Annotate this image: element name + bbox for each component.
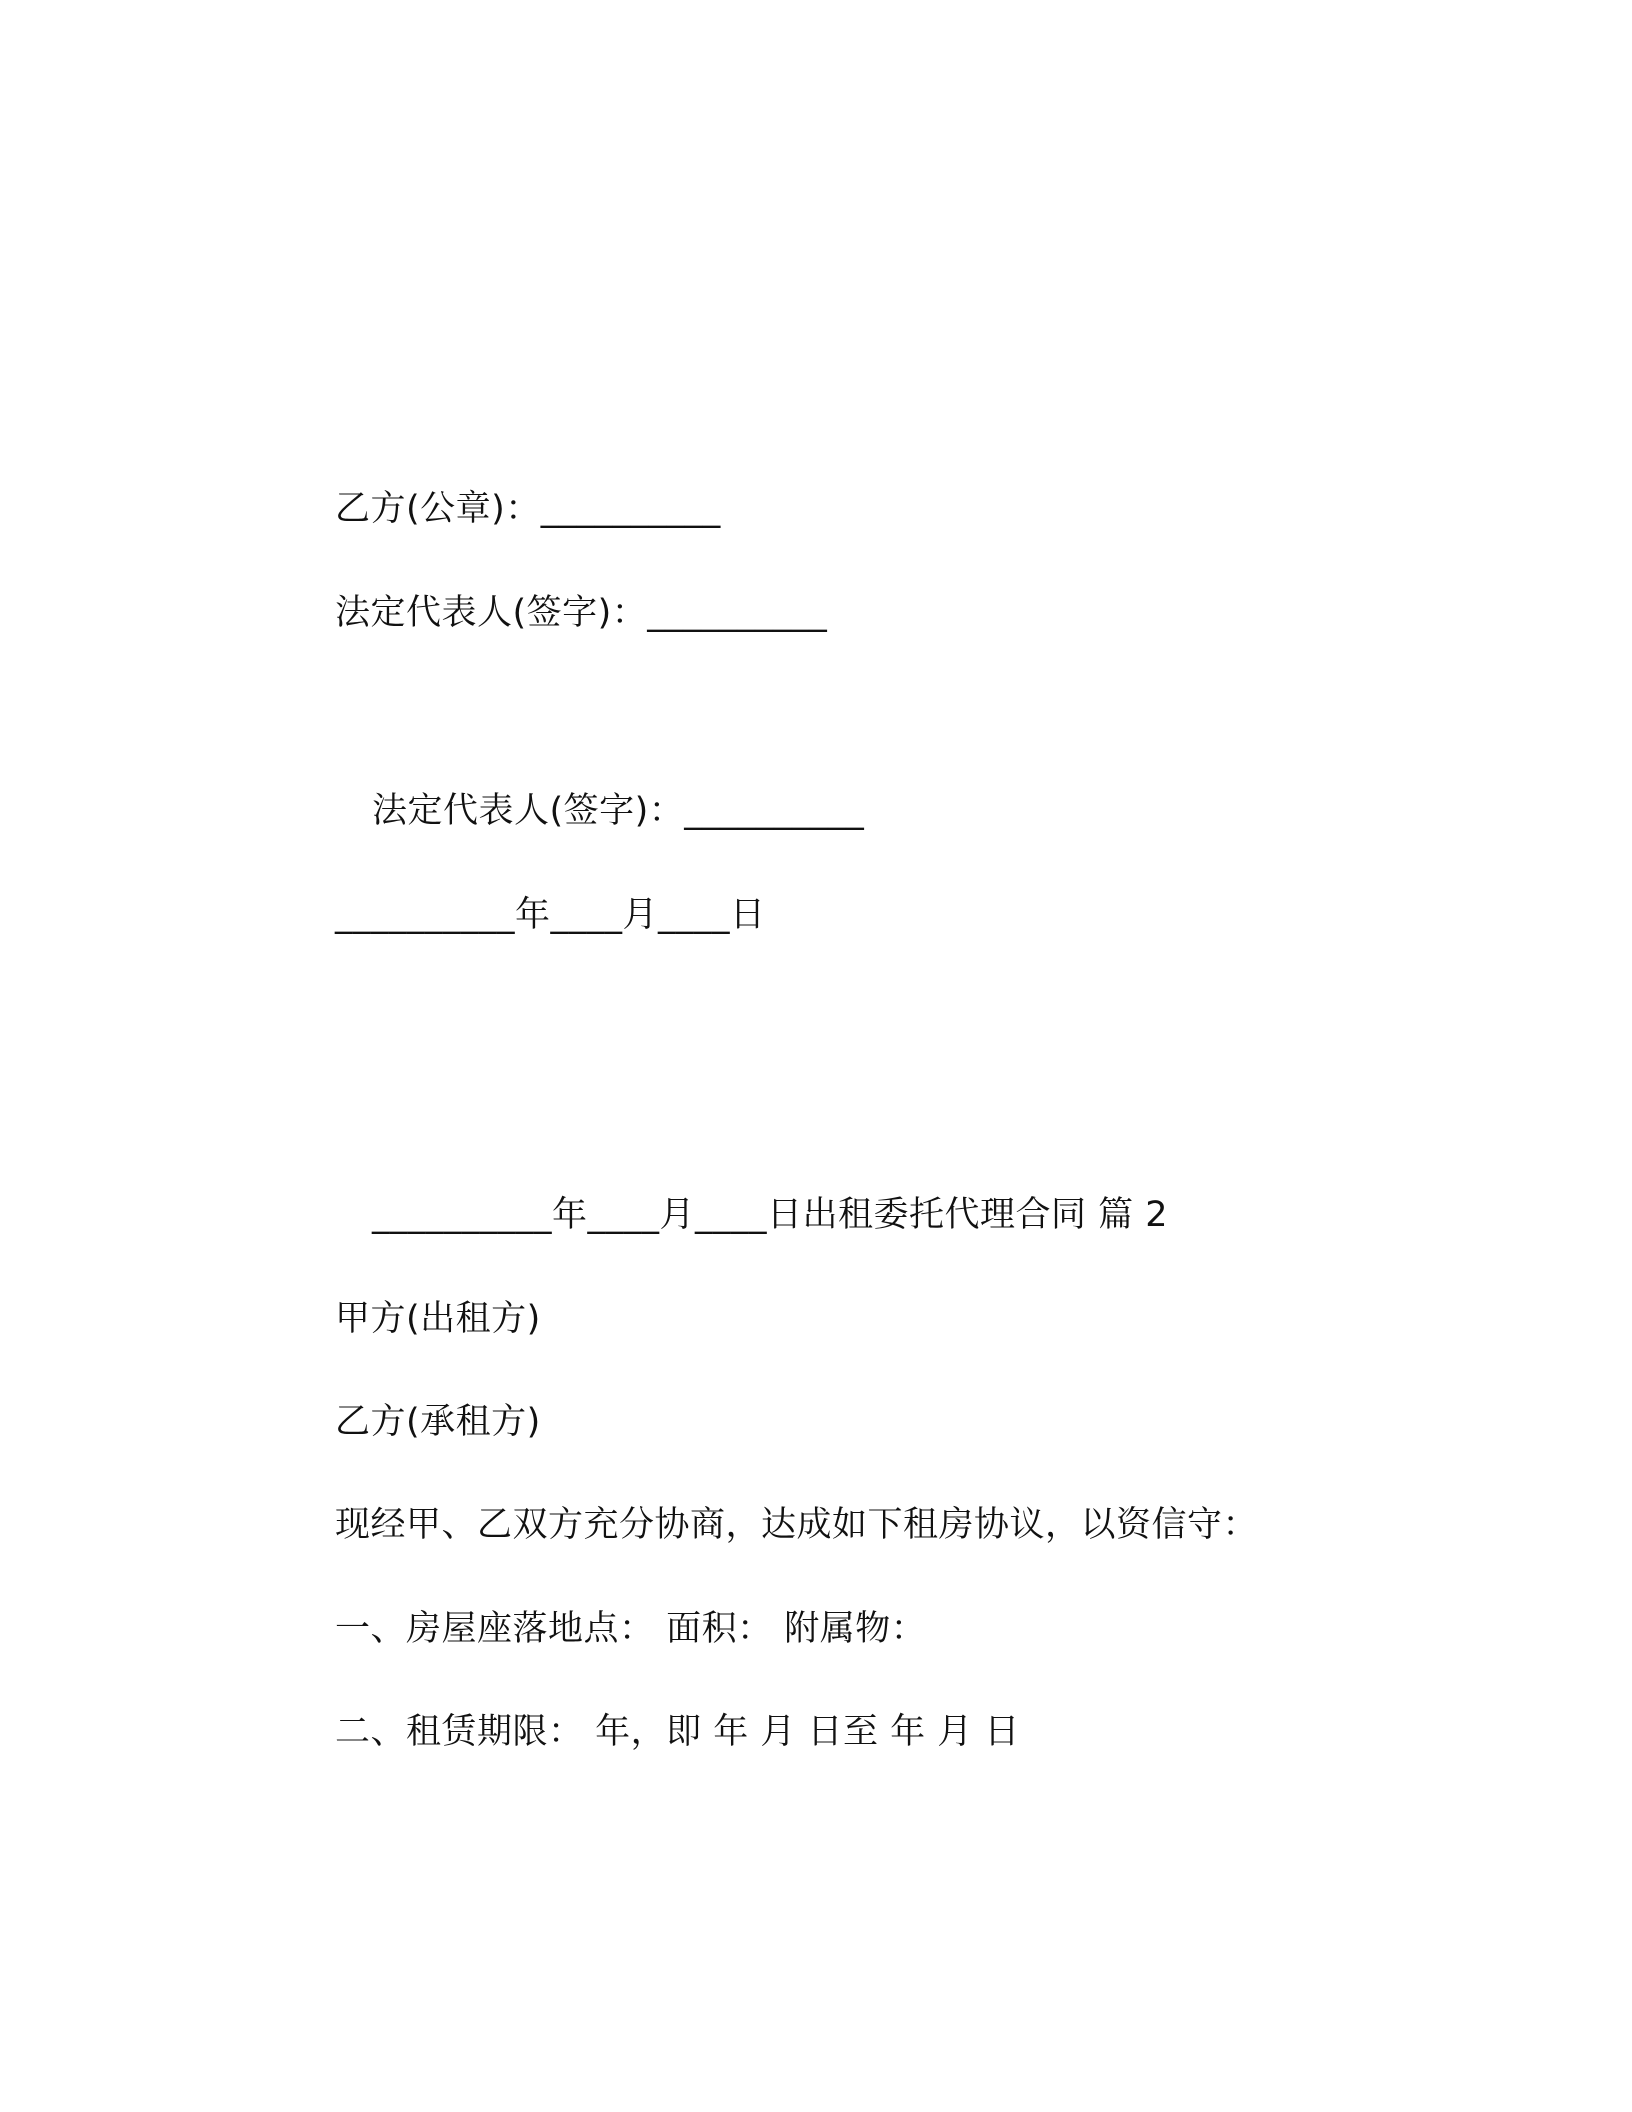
clause-2-lease-term: 二、租赁期限： 年，即 年 月 日至 年 月 日 — [335, 1712, 1020, 1752]
legal-representative-signature-line: 法定代表人(签字)：__________ — [335, 593, 828, 633]
legal-representative-signature-line-2: 法定代表人(签字)：__________ — [372, 791, 865, 831]
party-b-seal-line: 乙方(公章)：__________ — [335, 489, 721, 529]
section-title: __________年____月____日出租委托代理合同 篇 2 — [372, 1195, 1169, 1235]
agreement-intro: 现经甲、乙双方充分协商，达成如下租房协议，以资信守： — [335, 1505, 1259, 1545]
clause-1-property-location: 一、房屋座落地点： 面积： 附属物： — [335, 1609, 927, 1649]
party-b-lessee: 乙方(承租方) — [335, 1402, 541, 1442]
party-a-lessor: 甲方(出租方) — [335, 1299, 541, 1339]
date-line: __________年____月____日 — [335, 895, 766, 935]
